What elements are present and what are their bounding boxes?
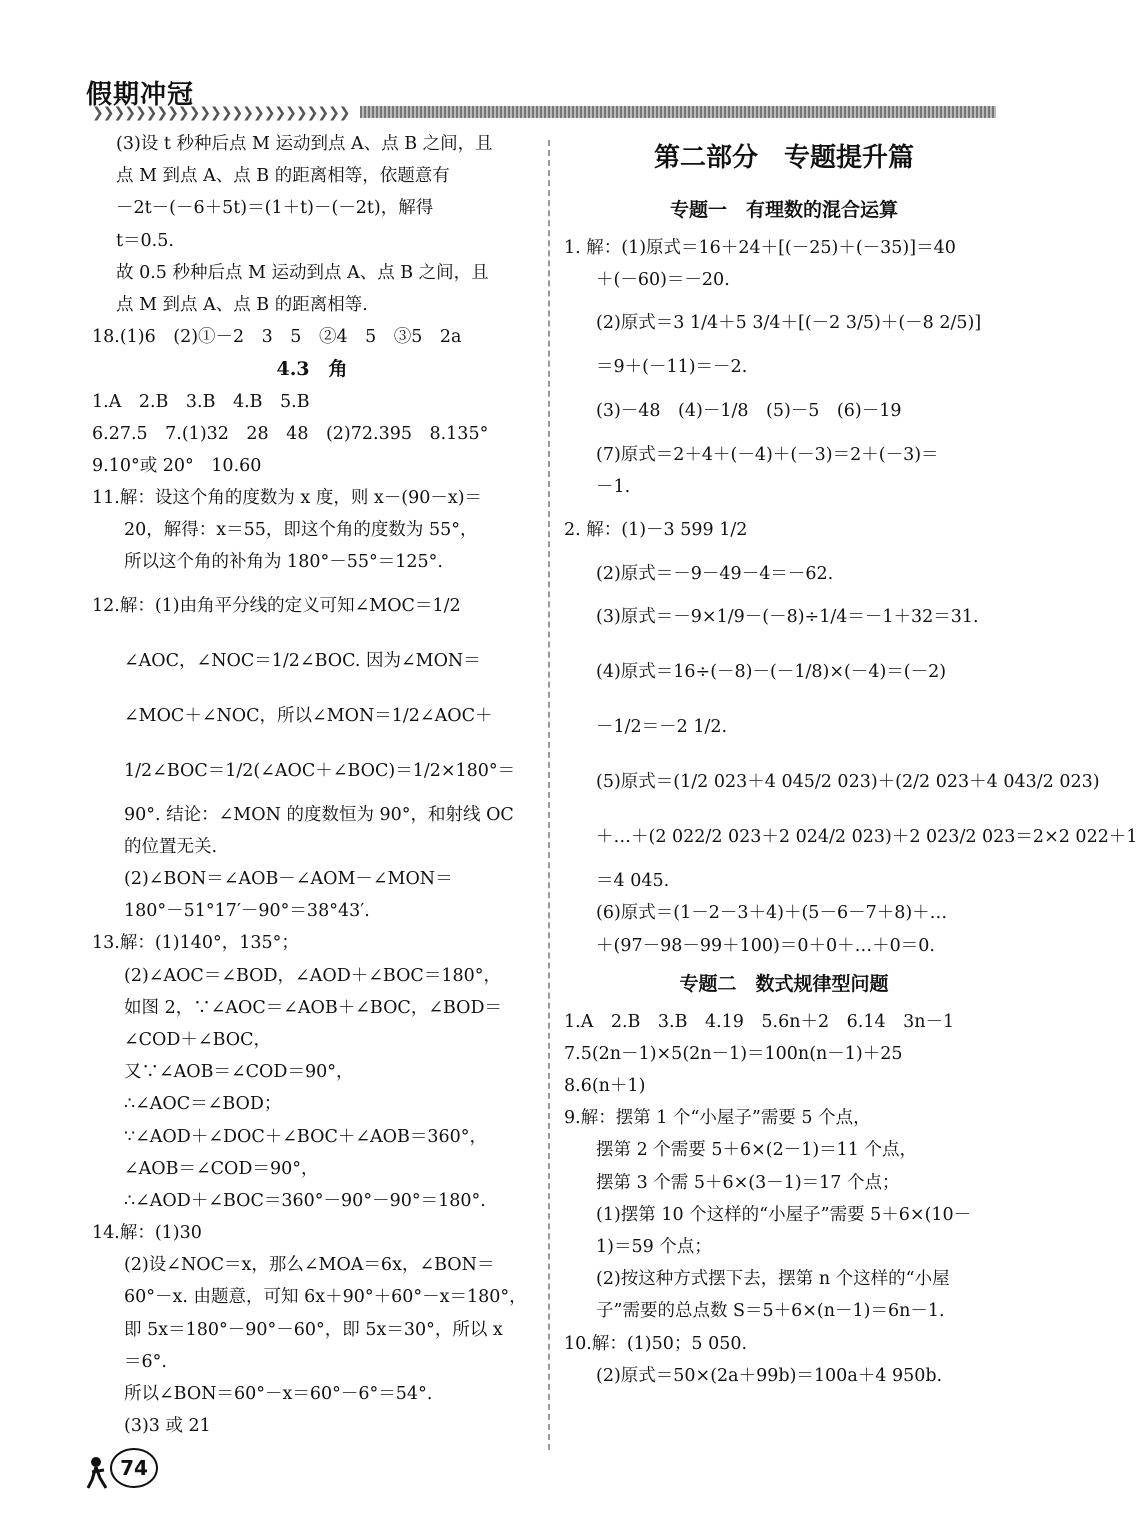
left-column-line: 的位置无关. bbox=[124, 836, 218, 857]
right-column-line: 第二部分 专题提升篇 bbox=[653, 143, 914, 173]
left-column-line: ∴∠AOD＋∠BOC＝360°－90°－90°＝180°. bbox=[124, 1190, 486, 1211]
right-column-line: ＝4 045. bbox=[596, 871, 670, 892]
right-column-line: 10.解：(1)50；5 050. bbox=[564, 1333, 748, 1354]
header-chevron-decoration: ❯❯❯❯❯❯❯❯❯❯❯❯❯❯❯❯❯❯❯❯❯❯❯❯ bbox=[92, 105, 350, 121]
left-column bbox=[92, 128, 532, 1442]
left-column-line: 13.解：(1)140°，135°； bbox=[92, 933, 299, 954]
left-column-line: ∠MOC＋∠NOC，所以∠MON＝1/2∠AOC＋ bbox=[124, 705, 493, 726]
left-column-line: 180°－51°17′－90°＝38°43′. bbox=[124, 901, 370, 922]
left-column-line: 点 M 到点 A、点 B 的距离相等，依题意有 bbox=[116, 166, 450, 187]
right-column-line: 专题二 数式规律型问题 bbox=[679, 972, 889, 995]
right-column-line: (2)原式＝－9－49－4＝－62. bbox=[596, 563, 834, 584]
left-column-line: t＝0.5. bbox=[116, 230, 174, 251]
left-column-line: 90°. 结论：∠MON 的度数恒为 90°，和射线 OC bbox=[124, 804, 514, 825]
left-column-line: ∴∠AOC＝∠BOD； bbox=[124, 1094, 282, 1115]
right-column-line: 9.解：摆第 1 个“小屋子”需要 5 个点， bbox=[564, 1108, 871, 1129]
right-column-line: (6)原式＝(1－2－3＋4)＋(5－6－7＋8)＋… bbox=[596, 903, 948, 924]
left-column-line: 6.27.5 7.(1)32 28 48 (2)72.395 8.135° bbox=[92, 423, 489, 444]
left-column-line: ∠AOC，∠NOC＝1/2∠BOC. 因为∠MON＝ bbox=[124, 650, 481, 671]
column-divider bbox=[548, 140, 550, 1450]
left-column-line: ＝6°. bbox=[124, 1351, 167, 1372]
left-column-line: 所以这个角的补角为 180°－55°＝125°. bbox=[124, 552, 443, 573]
left-column-line: (3)设 t 秒种后点 M 运动到点 A、点 B 之间，且 bbox=[116, 134, 493, 154]
left-column-line: ∵∠AOD＋∠DOC＋∠BOC＋∠AOB＝360°， bbox=[124, 1126, 487, 1147]
left-column-line: 如图 2，∵∠AOC＝∠AOB＋∠BOC，∠BOD＝ bbox=[124, 997, 503, 1018]
right-column bbox=[564, 128, 1137, 1392]
right-column-line: 子”需要的总点数 S＝5＋6×(n－1)＝6n－1. bbox=[596, 1301, 945, 1322]
right-column-line: 1. 解：(1)原式＝16＋24＋[(－25)＋(－35)]＝40 bbox=[564, 238, 956, 258]
right-column-line: (3)原式＝－9×1/9－(－8)÷1/4＝－1＋32＝31. bbox=[596, 607, 979, 628]
left-column-line: 11.解：设这个角的度数为 x 度，则 x－(90－x)＝ bbox=[92, 488, 483, 509]
right-column-line: (2)原式＝3 1/4＋5 3/4＋[(－2 3/5)＋(－8 2/5)] bbox=[596, 313, 982, 334]
left-column-line: 20，解得：x＝55，即这个角的度数为 55°， bbox=[124, 520, 478, 541]
right-column-line: 1)＝59 个点； bbox=[596, 1237, 712, 1257]
right-column-line: (3)－48 (4)－1/8 (5)－5 (6)－19 bbox=[596, 400, 902, 421]
right-column-line: ＋(97－98－99＋100)＝0＋0＋…＋0＝0. bbox=[596, 935, 935, 956]
left-column-line: (2)∠AOC＝∠BOD，∠AOD＋∠BOC＝180°， bbox=[124, 965, 501, 986]
right-column-line: (2)按这种方式摆下去，摆第 n 个这样的“小屋 bbox=[596, 1269, 950, 1290]
left-column-line: 18.(1)6 (2)①－2 3 5 ②4 5 ③5 2a bbox=[92, 327, 462, 348]
left-column-line: (2)∠BON＝∠AOB－∠AOM－∠MON＝ bbox=[124, 869, 453, 889]
left-column-line: 14.解：(1)30 bbox=[92, 1223, 202, 1244]
right-column-line: 8.6(n＋1) bbox=[564, 1076, 646, 1097]
right-column-line: 摆第 3 个需 5＋6×(3－1)＝17 个点； bbox=[596, 1172, 900, 1193]
right-column-line: ＝9＋(－11)＝－2. bbox=[596, 357, 748, 378]
left-column-line: (2)设∠NOC＝x，那么∠MOA＝6x，∠BON＝ bbox=[124, 1255, 495, 1276]
right-column-line: －1/2＝－2 1/2. bbox=[596, 717, 728, 738]
right-column-line: ＋…＋(2 022/2 023＋2 024/2 023)＋2 023/2 023＝2×2 022＋1 bbox=[596, 827, 1137, 848]
header-title: 假期冲冠 bbox=[86, 80, 195, 110]
right-column-line: (1)摆第 10 个这样的“小屋子”需要 5＋6×(10－ bbox=[596, 1204, 972, 1225]
right-column-line: (2)原式＝50×(2a＋99b)＝100a＋4 950b. bbox=[596, 1365, 943, 1386]
left-column-line: ∠COD＋∠BOC， bbox=[124, 1029, 272, 1050]
right-column-line: 1.A 2.B 3.B 4.19 5.6n＋2 6.14 3n－1 bbox=[564, 1011, 955, 1032]
right-column-line: 摆第 2 个需要 5＋6×(2－1)＝11 个点， bbox=[596, 1140, 918, 1161]
page-number: 74 bbox=[110, 1448, 158, 1488]
right-column-line: 7.5(2n－1)×5(2n－1)＝100n(n－1)＋25 bbox=[564, 1043, 903, 1064]
right-column-line: 2. 解：(1)－3 599 1/2 bbox=[564, 519, 748, 540]
right-column-line: (4)原式＝16÷(－8)－(－1/8)×(－4)＝(－2) bbox=[596, 662, 947, 683]
right-column-line: (5)原式＝(1/2 023＋4 045/2 023)＋(2/2 023＋4 043/2 023) bbox=[596, 772, 1100, 793]
left-column-line: 9.10°或 20° 10.60 bbox=[92, 455, 262, 476]
left-column-line: －2t－(－6＋5t)＝(1＋t)－(－2t)，解得 bbox=[116, 198, 434, 219]
left-column-line: (3)3 或 21 bbox=[124, 1416, 211, 1437]
left-column-line: 1.A 2.B 3.B 4.B 5.B bbox=[92, 391, 310, 412]
left-column-line: 即 5x＝180°－90°－60°，即 5x＝30°，所以 x bbox=[124, 1319, 503, 1340]
left-column-line: 4.3 角 bbox=[276, 358, 348, 381]
left-column-line: 12.解：(1)由角平分线的定义可知∠MOC＝1/2 bbox=[92, 595, 461, 616]
left-column-line: 点 M 到点 A、点 B 的距离相等. bbox=[116, 294, 368, 315]
right-column-line: (7)原式＝2＋4＋(－4)＋(－3)＝2＋(－3)＝ bbox=[596, 444, 939, 465]
left-column-line: 1/2∠BOC＝1/2(∠AOC＋∠BOC)＝1/2×180°＝ bbox=[124, 760, 516, 781]
right-column-line: ＋(－60)＝－20. bbox=[596, 270, 730, 291]
right-column-line: －1. bbox=[596, 476, 631, 497]
left-column-line: 又∵∠AOB＝∠COD＝90°， bbox=[124, 1062, 354, 1083]
left-column-line: 60°－x. 由题意，可知 6x＋90°＋60°－x＝180°， bbox=[124, 1287, 527, 1308]
left-column-line: 所以∠BON＝60°－x＝60°－6°＝54°. bbox=[124, 1384, 433, 1404]
header-band-decoration bbox=[360, 106, 996, 118]
left-column-line: ∠AOB＝∠COD＝90°， bbox=[124, 1158, 319, 1179]
right-column-line: 专题一 有理数的混合运算 bbox=[669, 199, 898, 221]
left-column-line: 故 0.5 秒种后点 M 运动到点 A、点 B 之间，且 bbox=[116, 262, 489, 283]
